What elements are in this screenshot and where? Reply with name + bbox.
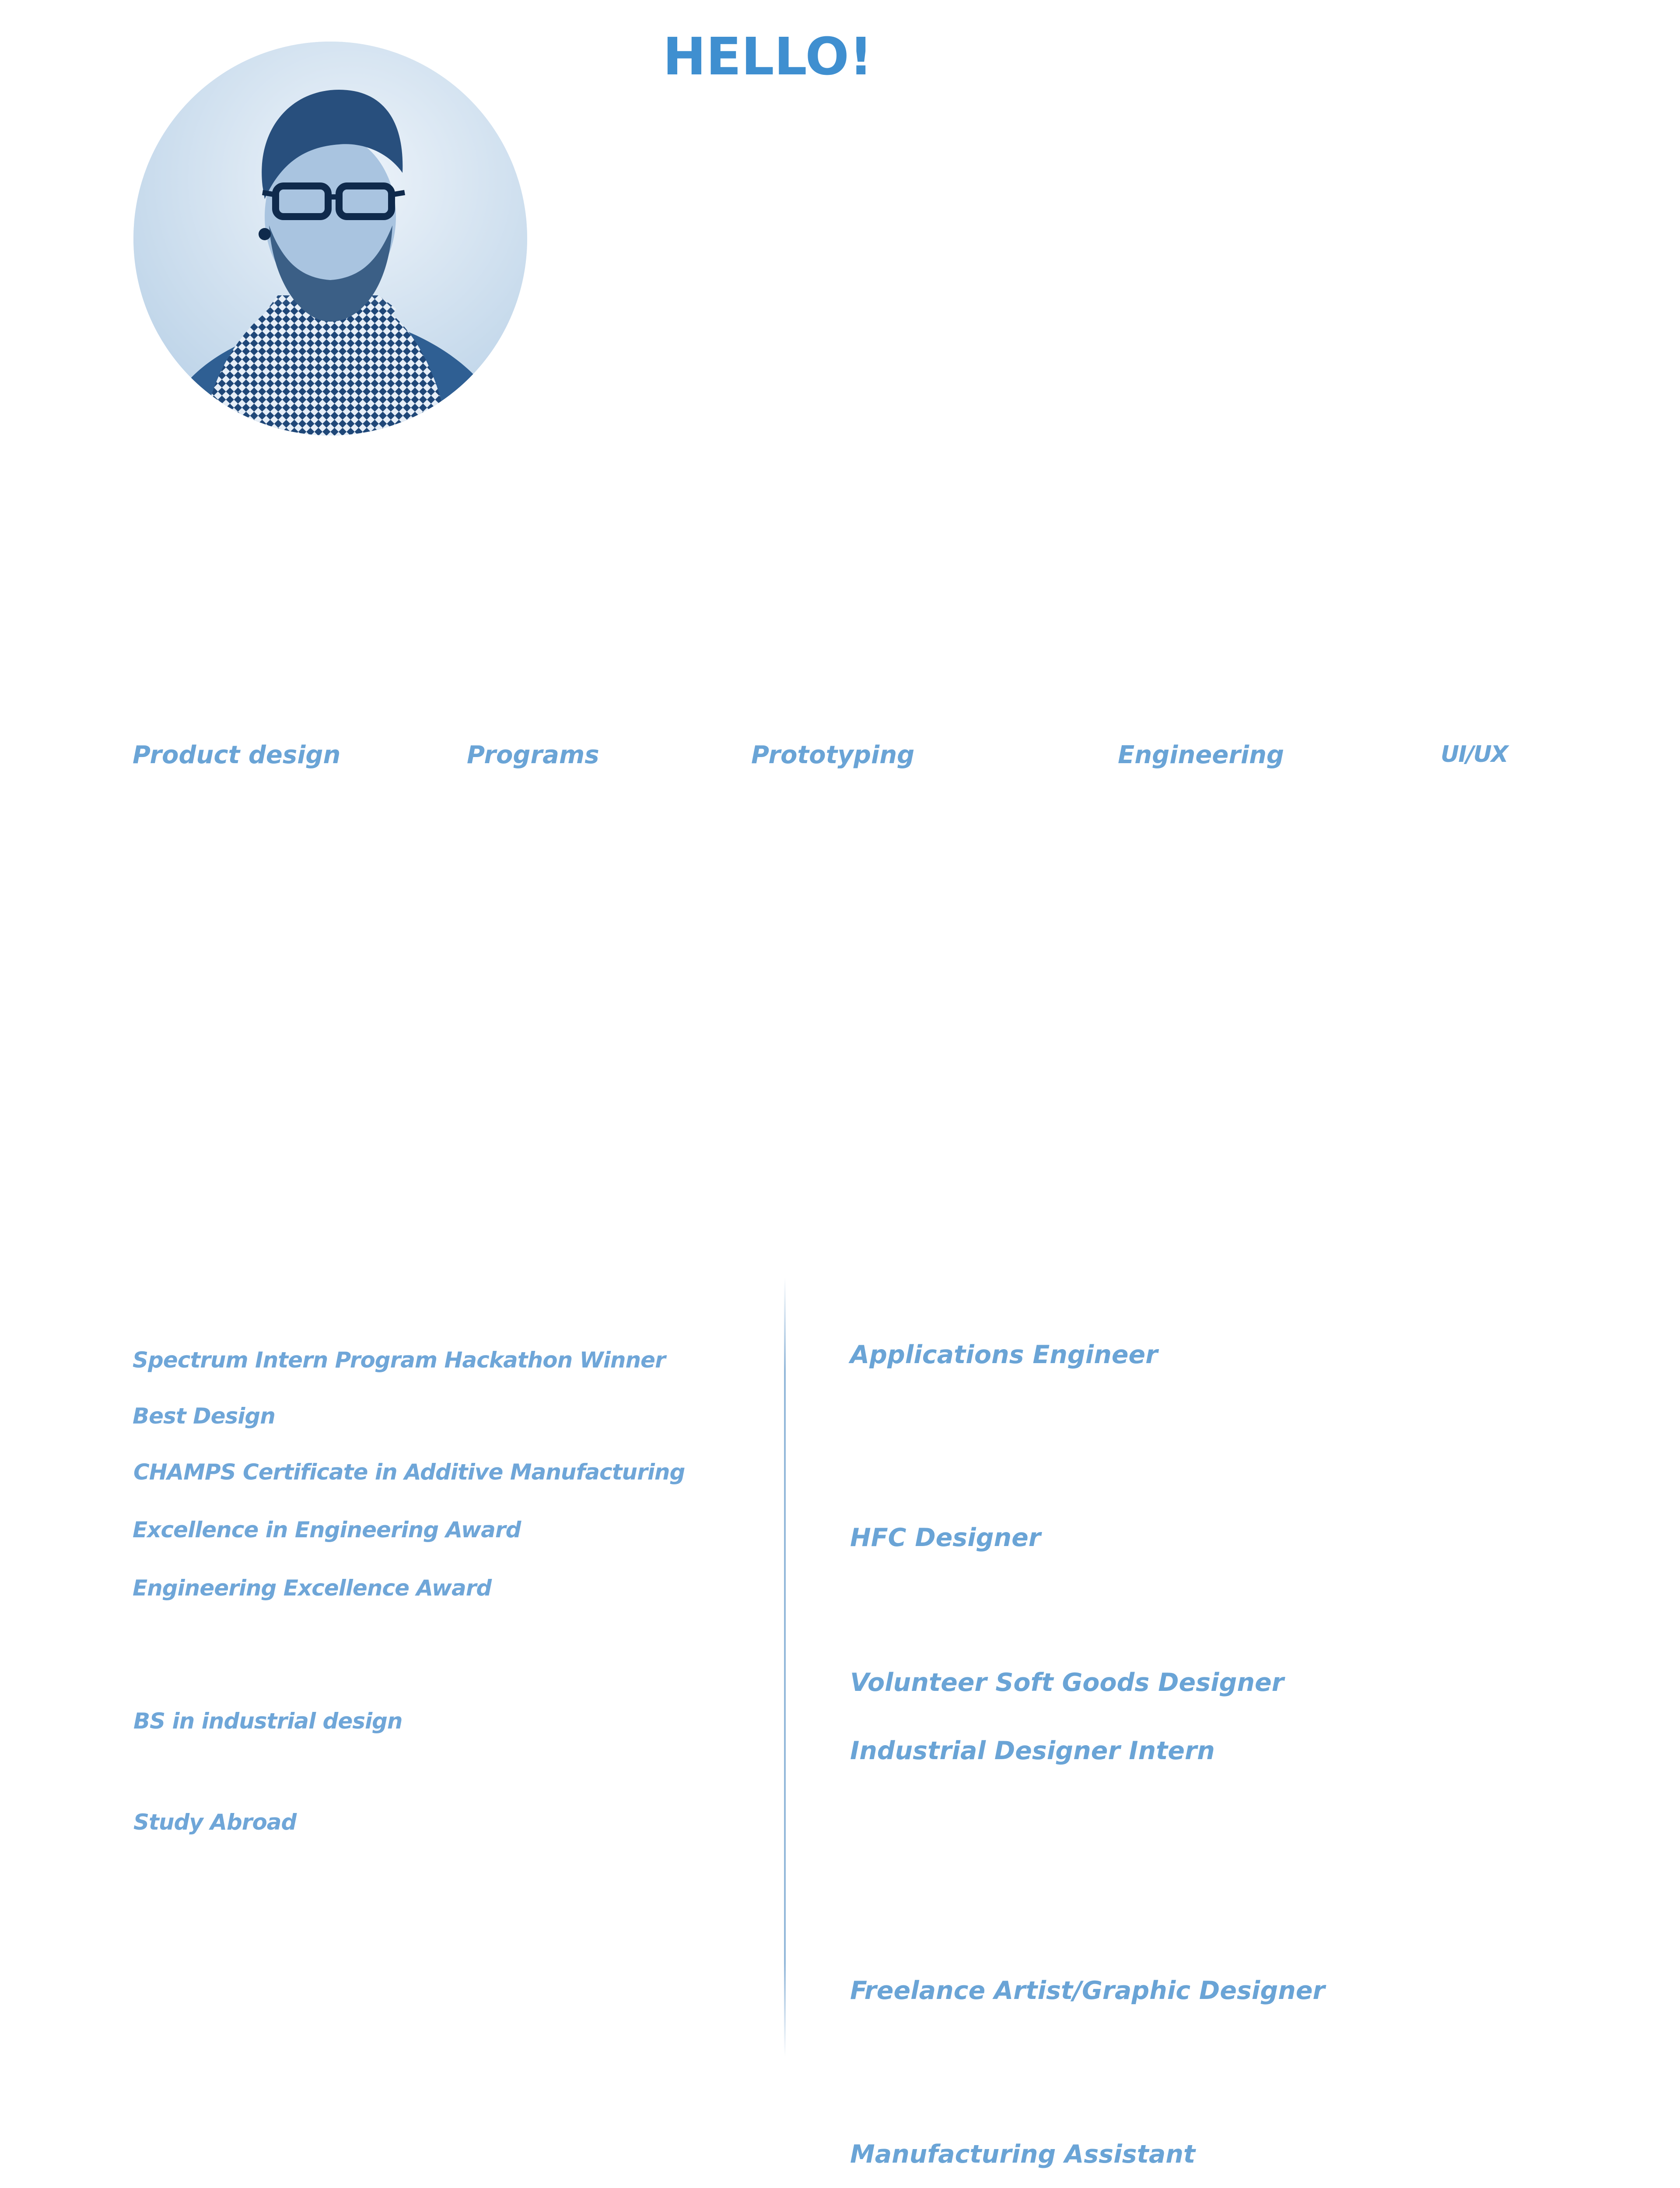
job-title: Freelance Artist/Graphic Designer (850, 1976, 1325, 2005)
award-item: CHAMPS Certificate in Additive Manufacturing (133, 1459, 685, 1485)
job-title: Industrial Designer Intern (850, 1736, 1215, 1765)
profile-photo (133, 42, 527, 435)
skill-programs: Programs (467, 741, 599, 769)
education-item: BS in industrial design (133, 1708, 402, 1734)
skill-prototyping: Prototyping (751, 741, 915, 769)
portrait-image (133, 42, 527, 435)
job-title: Volunteer Soft Goods Designer (850, 1668, 1284, 1697)
skill-product-design: Product design (133, 741, 341, 769)
job-title: HFC Designer (850, 1523, 1041, 1552)
job-title: Manufacturing Assistant (850, 2140, 1196, 2169)
skill-engineering: Engineering (1118, 741, 1284, 769)
award-item: Excellence in Engineering Award (133, 1517, 521, 1543)
award-item: Spectrum Intern Program Hackathon Winner (133, 1347, 665, 1373)
award-item: Best Design (133, 1403, 275, 1429)
skill-ui-ux: UI/UX (1441, 741, 1508, 768)
education-item: Study Abroad (133, 1809, 297, 1835)
page-title: HELLO! (663, 26, 873, 87)
job-title: Applications Engineer (850, 1340, 1158, 1369)
award-item: Engineering Excellence Award (133, 1575, 492, 1601)
column-divider (784, 1278, 786, 2057)
